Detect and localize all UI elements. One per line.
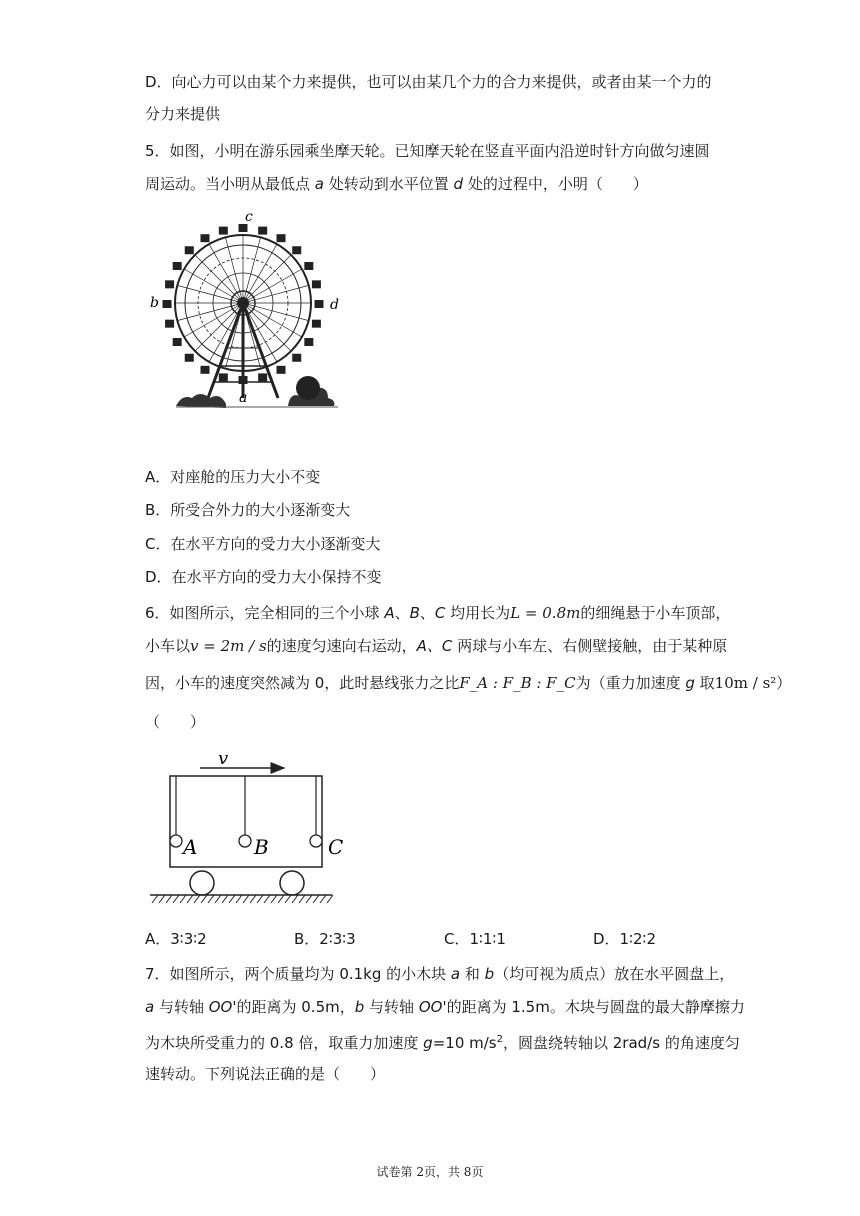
gondola — [201, 234, 210, 242]
gondola — [304, 262, 313, 270]
q6-option-a: A．3∶3∶2 — [145, 930, 207, 948]
q6-option-b: B．2∶3∶3 — [294, 930, 356, 948]
label-ball-b: B — [254, 835, 269, 859]
hatch-stroke — [215, 895, 221, 903]
gondola — [173, 262, 182, 270]
q5-option-b: B．所受合外力的大小逐渐变大 — [145, 501, 351, 519]
q6-stem-line1: 6．如图所示，完全相同的三个小球 A、B、C 均用长为L = 0.8m的细绳悬于小车顶部， — [145, 604, 731, 622]
gondola — [173, 338, 182, 346]
label-a: a — [239, 390, 248, 406]
wheel-right — [280, 871, 304, 895]
hatch-stroke — [257, 895, 263, 903]
label-d: d — [330, 297, 339, 313]
q5-stem-line1: 5．如图，小明在游乐园乘坐摩天轮。已知摩天轮在竖直平面内沿逆时针方向做匀速圆 — [145, 142, 710, 160]
hatch-stroke — [152, 895, 158, 903]
gondola — [315, 300, 324, 308]
ground-hatching — [152, 895, 333, 903]
tree-right — [296, 376, 320, 400]
q4-option-d-line2: 分力来提供 — [145, 105, 221, 123]
hatch-stroke — [250, 895, 256, 903]
gondola — [292, 354, 301, 362]
page-footer: 试卷第 2页，共 8页 — [376, 1165, 484, 1179]
gondola — [312, 280, 321, 288]
ball-a — [170, 835, 182, 847]
gondola — [219, 373, 228, 381]
gondola — [312, 320, 321, 328]
gondola — [165, 320, 174, 328]
label-b: b — [150, 295, 159, 311]
label-ball-c: C — [328, 835, 344, 859]
q5-option-c: C．在水平方向的受力大小逐渐变大 — [145, 535, 381, 553]
hatch-stroke — [264, 895, 270, 903]
hatch-stroke — [320, 895, 326, 903]
wheel-left — [190, 871, 214, 895]
q5-stem-line2: 周运动。当小明从最低点 a 处转动到水平位置 d 处的过程中，小明（ ） — [145, 175, 648, 193]
hatch-stroke — [271, 895, 277, 903]
hatch-stroke — [278, 895, 284, 903]
hatch-stroke — [173, 895, 179, 903]
q6-stem-line3: 因，小车的速度突然减为 0，此时悬线张力之比F_A : F_B : F_C为（重力加速度 g 取10m / s²） — [145, 674, 792, 692]
hatch-stroke — [194, 895, 200, 903]
hatch-stroke — [327, 895, 333, 903]
ball-c — [310, 835, 322, 847]
gondola — [277, 366, 286, 374]
q6-option-c: C．1∶1∶1 — [444, 930, 506, 948]
gondola — [277, 234, 286, 242]
gondola — [239, 224, 248, 232]
shrub-left — [176, 394, 226, 408]
hatch-stroke — [159, 895, 165, 903]
gondola — [258, 227, 267, 235]
gondola — [258, 373, 267, 381]
q7-stem-line4: 速转动。下列说法正确的是（ ） — [145, 1065, 386, 1083]
hatch-stroke — [222, 895, 228, 903]
q5-option-d: D．在水平方向的受力大小保持不变 — [145, 568, 382, 586]
hatch-stroke — [299, 895, 305, 903]
q4-option-d-line1: D．向心力可以由某个力来提供，也可以由某几个力的合力来提供，或者由某一个力的 — [145, 73, 712, 91]
gondola — [292, 246, 301, 254]
hatch-stroke — [236, 895, 242, 903]
q7-stem-line2: a 与转轴 OO'的距离为 0.5m，b 与转轴 OO'的距离为 1.5m。木块与圆盘的最大静摩擦力 — [145, 998, 745, 1016]
hatch-stroke — [313, 895, 319, 903]
label-c: c — [245, 209, 253, 225]
gondola — [201, 366, 210, 374]
gondola — [219, 227, 228, 235]
hatch-stroke — [187, 895, 193, 903]
label-ball-a: A — [183, 835, 198, 859]
q6-stem-line2: 小车以v = 2m / s的速度匀速向右运动，A、C 两球与小车左、右侧壁接触，由于某种原 — [145, 637, 728, 655]
gondola — [185, 354, 194, 362]
hatch-stroke — [292, 895, 298, 903]
hatch-stroke — [306, 895, 312, 903]
hatch-stroke — [201, 895, 207, 903]
hatch-stroke — [243, 895, 249, 903]
ferris-wheel-figure — [148, 208, 358, 410]
gondola — [304, 338, 313, 346]
gondola — [163, 300, 172, 308]
q7-stem-line3: 为木块所受重力的 0.8 倍，取重力加速度 g=10 $m/s^2$，圆盘绕转轴以 2rad/s 的角速度匀 — [145, 1034, 740, 1052]
ball-b — [239, 835, 251, 847]
hatch-stroke — [229, 895, 235, 903]
hatch-stroke — [208, 895, 214, 903]
gondola — [165, 280, 174, 288]
q6-stem-line4: （ ） — [145, 713, 206, 731]
q7-stem-line1: 7．如图所示，两个质量均为 0.1kg 的小木块 a 和 b（均可视为质点）放在水平圆盘上， — [145, 965, 735, 983]
hatch-stroke — [166, 895, 172, 903]
hatch-stroke — [180, 895, 186, 903]
cart-figure — [148, 748, 358, 908]
gondola — [185, 246, 194, 254]
velocity-label: v — [218, 748, 229, 769]
q5-option-a: A．对座舱的压力大小不变 — [145, 468, 321, 486]
q6-option-d: D．1∶2∶2 — [593, 930, 656, 948]
hatch-stroke — [285, 895, 291, 903]
